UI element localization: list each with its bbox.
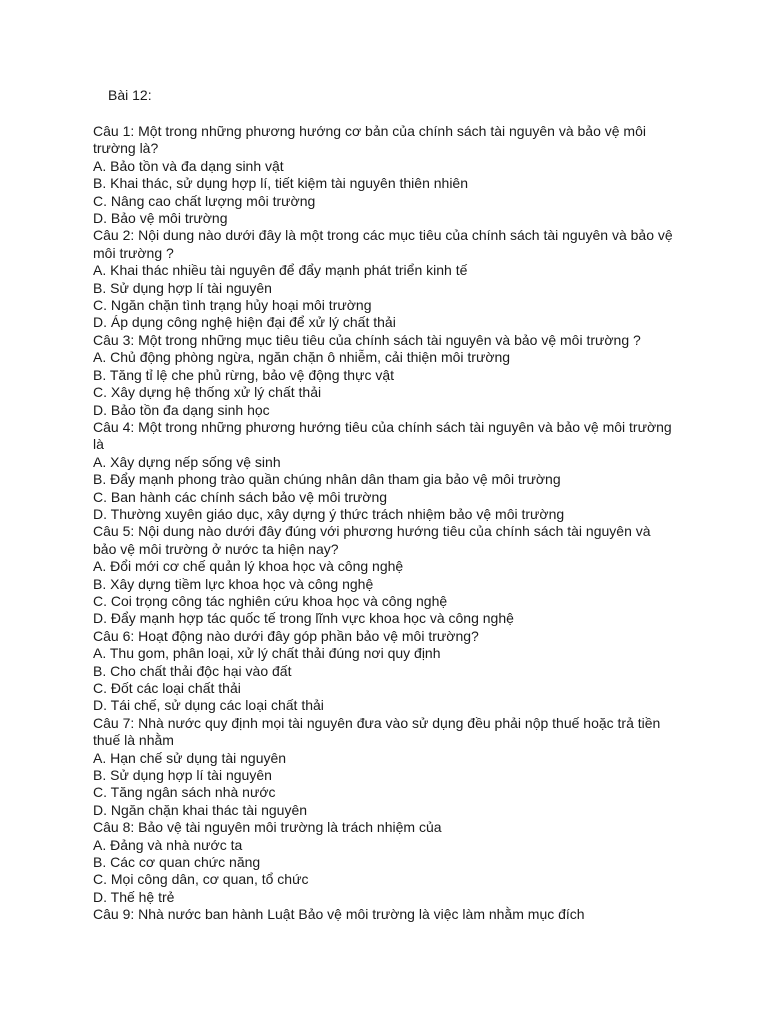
question-text: Câu 2: Nội dung nào dưới đây là một trong các mục tiêu của chính sách tài nguyên và bảo vệ môi trường ? xyxy=(93,227,673,261)
answer-option: B. Sử dụng hợp lí tài nguyên xyxy=(93,279,272,296)
answer-option: A. Chủ động phòng ngừa, ngăn chặn ô nhiễm, cải thiện môi trường xyxy=(93,349,511,366)
answer-option: D. Đẩy mạnh hợp tác quốc tế trong lĩnh vực khoa học và công nghệ xyxy=(93,610,514,627)
answer-option: C. Tăng ngân sách nhà nước xyxy=(93,784,276,801)
answer-option: B. Các cơ quan chức năng xyxy=(93,854,261,871)
answer-option: D. Thế hệ trẻ xyxy=(93,888,175,905)
question-text: Câu 5: Nội dung nào dưới đây đúng với phương hướng tiêu của chính sách tài nguyên và bảo vệ môi trường ở nước ta hiện nay? xyxy=(93,523,651,557)
question-text: Câu 7: Nhà nước quy định mọi tài nguyên đưa vào sử dụng đều phải nộp thuế hoặc trả tiền thuế là nhằm xyxy=(93,714,661,749)
answer-option: A. Xây dựng nếp sống vệ sinh xyxy=(93,453,281,470)
answer-option: C. Mọi công dân, cơ quan, tổ chức xyxy=(93,871,309,888)
answer-option: C. Ban hành các chính sách bảo vệ môi trường xyxy=(93,488,388,505)
question-7 xyxy=(93,715,673,819)
answer-option: A. Thu gom, phân loại, xử lý chất thải đúng nơi quy định xyxy=(93,645,441,662)
answer-option: B. Đẩy mạnh phong trào quần chúng nhân dân tham gia bảo vệ môi trường xyxy=(93,471,561,488)
answer-option: C. Nâng cao chất lượng môi trường xyxy=(93,192,316,209)
answer-option: C. Ngăn chặn tình trạng hủy hoại môi trường xyxy=(93,297,372,314)
question-text: Câu 6: Hoạt động nào dưới đây góp phần bảo vệ môi trường? xyxy=(93,627,479,644)
answer-option: B. Sử dụng hợp lí tài nguyên xyxy=(93,767,272,784)
answer-option: D. Ngăn chặn khai thác tài nguyên xyxy=(93,801,308,818)
answer-option: C. Xây dựng hệ thống xử lý chất thải xyxy=(93,384,322,401)
question-text: Câu 4: Một trong những phương hướng tiêu của chính sách tài nguyên và bảo vệ môi trường là xyxy=(93,418,672,453)
question-text: Câu 1: Một trong những phương hướng cơ bản của chính sách tài nguyên và bảo vệ môi trường là? xyxy=(93,123,646,157)
answer-option: C. Đốt các loại chất thải xyxy=(93,680,241,696)
answer-option: D. Thường xuyên giáo dục, xây dựng ý thức trách nhiệm bảo vệ môi trường xyxy=(93,505,565,522)
question-4 xyxy=(93,419,673,523)
answer-option: B. Khai thác, sử dụng hợp lí, tiết kiệm tài nguyên thiên nhiên xyxy=(93,175,468,192)
answer-option: B. Xây dựng tiềm lực khoa học và công nghệ xyxy=(93,575,374,592)
question-2 xyxy=(93,227,673,331)
question-5 xyxy=(93,523,673,627)
answer-option: A. Đổi mới cơ chế quản lý khoa học và công nghệ xyxy=(93,558,404,575)
answer-option: D. Bảo tồn đa dạng sinh học xyxy=(93,401,270,418)
question-text: Câu 8: Bảo vệ tài nguyên môi trường là trách nhiệm của xyxy=(93,819,442,836)
answer-option: A. Đảng và nhà nước ta xyxy=(93,836,243,853)
answer-option: A. Bảo tồn và đa dạng sinh vật xyxy=(93,157,284,174)
answer-option: B. Cho chất thải độc hại vào đất xyxy=(93,662,292,679)
question-8 xyxy=(93,819,673,906)
question-6 xyxy=(93,628,673,715)
answer-option: B. Tăng tỉ lệ che phủ rừng, bảo vệ động thực vật xyxy=(93,366,395,383)
question-3 xyxy=(93,332,673,419)
question-text: Câu 9: Nhà nước ban hành Luật Bảo vệ môi trường là việc làm nhằm mục đích xyxy=(93,906,585,923)
answer-option: D. Bảo vệ môi trường xyxy=(93,210,228,227)
question-list xyxy=(93,123,673,924)
question-9 xyxy=(93,906,673,923)
question-1 xyxy=(93,123,673,227)
question-text: Câu 3: Một trong những mục tiêu tiêu của chính sách tài nguyên và bảo vệ môi trường ? xyxy=(93,331,641,348)
answer-option: D. Tái chế, sử dụng các loại chất thải xyxy=(93,697,324,714)
answer-option: D. Áp dụng công nghệ hiện đại để xử lý chất thải xyxy=(93,314,396,331)
answer-option: A. Hạn chế sử dụng tài nguyên xyxy=(93,749,287,766)
lesson-title: Bài 12: xyxy=(108,87,152,103)
answer-option: A. Khai thác nhiều tài nguyên để đẩy mạnh phát triển kinh tế xyxy=(93,262,468,279)
answer-option: C. Coi trọng công tác nghiên cứu khoa học và công nghệ xyxy=(93,592,448,609)
